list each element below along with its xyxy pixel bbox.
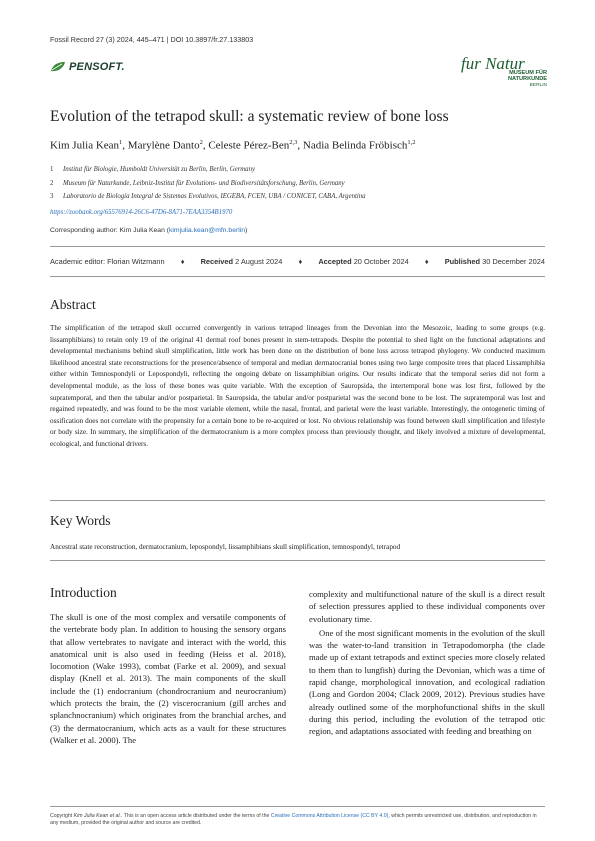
pensoft-leaf-icon [50,61,66,73]
introduction-heading: Introduction [50,585,117,600]
introduction-paragraph: complexity and multifunctional nature of the skull is a direct result of selection pressures applied to these individual components over evolutionary time. [309,589,545,624]
museum-name-line1: MUSEUM FÜR [509,70,547,76]
affiliation-text: Institut für Biologie, Humboldt Universität zu Berlin, Berlin, Germany [63,166,255,173]
copyright-holder: Kim Julia Kean et al. [73,813,121,819]
editorial-dates [50,257,545,266]
accepted-date: Accepted 20 October 2024 [318,257,409,266]
author-affiliation-sup: 2,3 [289,139,298,146]
museum-script-mark: fur Natur [461,54,525,73]
corresponding-label: Corresponding author: Kim Julia Kean ( [50,227,170,234]
author-affiliation-sup: 1 [119,139,123,146]
pensoft-logo[interactable] [50,61,125,73]
copyright-notice: Copyright Kim Julia Kean et al.. This is an open access article distributed under the terms of the Creative Commons Attribution License (CC BY 4.0), which permits unrestricted use, distribution, and reproduction in any medium, provided the original author and source are credited. [50,813,537,827]
abstract-text: The simplification of the tetrapod skull occurred convergently in various tetrapod lineages from the Devonian into the Mesozoic, leading to some groups (e.g. lissamphibians) to retain only 19 of the original 41 dermal roof bones present in stem-tetrapods. Despite the potential to shed light on the functional adaptations and developmental mechanisms behind skull simplification, little work has been done on the distribution of bone loss across tetrapod phylogeny. We conducted maximum likelihood ancestral state reconstructions for the presence/absence of temporal and median dermatocranial bones using two large composite trees that placed Lissamphibia either within Temnospondyli or Lepospondyli, reflecting the ongoing debate on lissamphibian origins. Our results indicate that the temporal series did not form a developmental module, as the loss of these bones was quite variable. With the exception of Sauropsida, the intertemporal bone was lost first, followed by the supratemporal, and then the tabular and/or postparietal. In Sauropsida, the tabular and/or postparietal was the second bone to be lost. The supratemporal was lost and regained repeatedly, and was found to be the most variable element, while the nasal, frontal, and parietal were the least variable. Interestingly, the ontogenetic timing of ossification does not correlate with the propensity for a certain bone to be re-acquired or lost. No obvious relationship was found between skull simplification and lifestyle or body size. In summary, the simplification of the dermatocranium is a more complex process than previously thought, and likely involved a mixture of developmental, ecological, and functional drivers. [50,324,545,448]
affiliation-number: 2 [50,180,54,187]
author-name[interactable]: Celeste Pérez-Ben [208,139,290,152]
copyright-label: Copyright [50,813,73,819]
corresponding-email-link[interactable]: kimjulia.kean@mfn.berlin [169,227,246,234]
pensoft-wordmark: PENSOFT. [69,61,125,73]
museum-logo[interactable] [457,56,547,92]
journal-citation: Fossil Record 27 (3) 2024, 445–471 | DOI 10.3897/fr.27.133803 [50,35,254,44]
zoobank-link[interactable]: https://zoobank.org/65576914-26C6-47D6-8A71-7EAA3354B1970 [50,209,233,216]
divider [50,276,545,277]
license-link[interactable]: Creative Commons Attribution License (CC BY 4.0) [270,813,389,819]
author-name[interactable]: Kim Julia Kean [50,139,120,152]
affiliation-text: Museum für Naturkunde, Leibniz-Institut für Evolutions- und Biodiversitätsforschung, Berlin, Germany [63,180,345,187]
published-date: Published 30 December 2024 [444,257,545,266]
author-affiliation-sup: 1,2 [407,139,416,146]
date-separator: ♦ [180,257,185,266]
academic-editor: Academic editor: Florian Witzmann [50,257,165,266]
divider [50,246,545,247]
article-title: Evolution of the tetrapod skull: a systematic review of bone loss [50,108,449,125]
museum-name [508,71,547,82]
affiliation [50,180,345,187]
date-separator: ♦ [424,257,429,266]
author-list: Kim Julia Kean$^1$, Marylène Danto$^2$, Celeste Pérez-Ben$^{2,3}$, Nadia Belinda Fröbisch$^{1,2}$ [50,139,416,152]
author-name[interactable]: Nadia Belinda Fröbisch [302,139,408,152]
affiliation [50,193,366,200]
museum-city: BERLIN [529,83,547,88]
affiliation-text: Laboratorio de Biología Integral de Sistemas Evolutivos, IEGEBA, FCEN, UBA / CONICET, CABA, Argentina [63,193,366,200]
corresponding-author [50,227,247,234]
abstract-heading: Abstract [50,297,96,312]
copyright-text: , which permits unrestricted use, distribution, and reproduction in any medium, provided the original author and source are credited. [50,813,537,827]
copyright-text: This is an open access article distributed under the terms of the [123,813,270,819]
introduction-left-column: The skull is one of the most complex and versatile components of the vertebrate body plan. In addition to housing the sensory organs that allow vertebrates to navigate and interact with the world, this anatomical unit is also used in feeding (Heiss et al. 2018), locomotion (Wake 1993), combat (Farke et al. 2009), and sexual display (Knell et al. 2013). The main components of the skull include the (1) endocranium (chondrocranium and neurocranium) which protects the brain, the (2) viscerocranium (gill arches and splanchnocranium) which originates from the branchial arches, and (3) the dermatocranium, which acts as a vault for these structures (Walker et al. 2000). The [50,612,286,745]
introduction-right-column [309,588,545,738]
divider [50,560,545,561]
affiliation-number: 1 [50,166,54,173]
footer-divider [50,806,545,807]
keywords-text: Ancestral state reconstruction, dermatocranium, lepospondyl, lissamphibians skull simplification, temnospondyl, tetrapod [50,543,401,551]
author-name[interactable]: Marylène Danto [127,139,200,152]
affiliation-number: 3 [50,193,54,200]
received-date: Received 2 August 2024 [200,257,283,266]
divider [50,500,545,501]
date-separator: ♦ [298,257,303,266]
author-affiliation-sup: 2 [199,139,203,146]
museum-name-line2: NATURKUNDE [507,75,547,82]
affiliation [50,166,255,173]
keywords-heading: Key Words [50,513,111,528]
corresponding-close: ) [245,227,248,234]
introduction-paragraph: One of the most significant moments in the evolution of the skull was the water-to-land transition in Tetrapodomorpha (the clade made up of extant tetrapods and extinct species more closely related to them than to lungfish) during the Devonian, which was a time of rapid change, morphological innovation, and ecological radiation (Long and Gordon 2004; Clack 2009, 2012). Previous studies have already outlined some of the morphofunctional shifts in the skull during this period, including the evolution of the tetrapod otic region, and adaptations associated with feeding and breathing on [309,627,545,737]
